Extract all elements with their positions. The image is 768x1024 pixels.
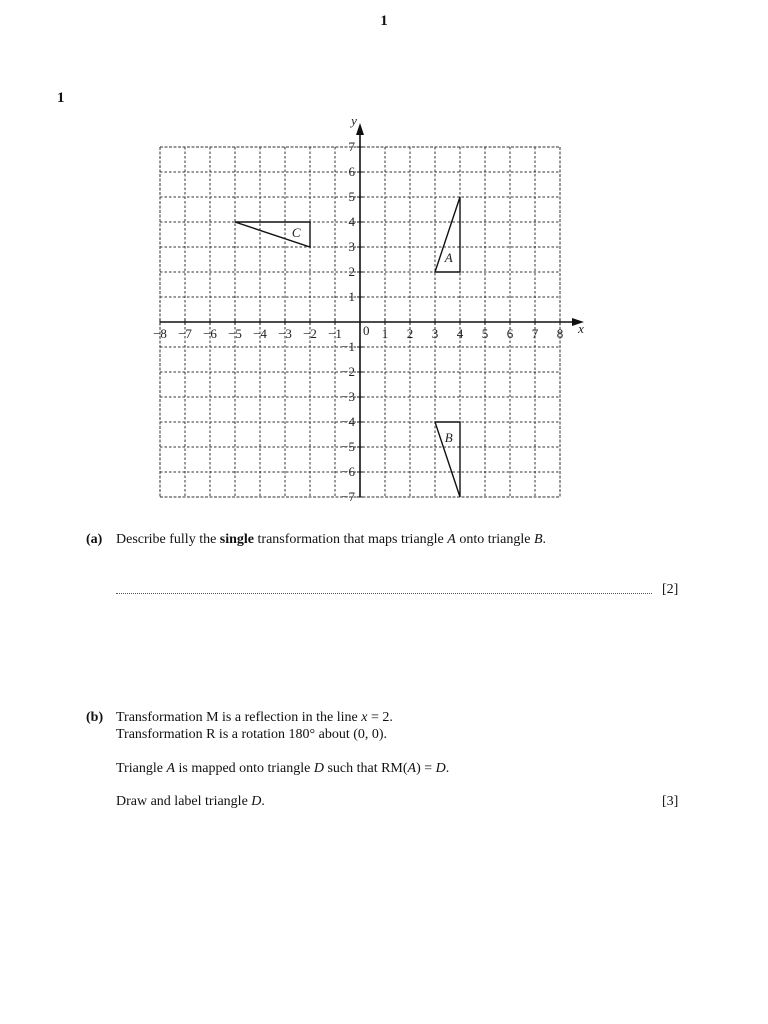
part-b-line-3-a: Triangle xyxy=(116,761,167,776)
x-tick-label: 6 xyxy=(506,326,514,341)
page-number: 1 xyxy=(380,13,388,29)
x-axis-label: x xyxy=(578,321,584,336)
x-tick-label: −2 xyxy=(303,326,317,341)
origin-label: 0 xyxy=(363,323,370,338)
y-tick-label: 3 xyxy=(348,239,355,254)
part-b-line-3-b: is mapped onto triangle xyxy=(175,761,314,776)
part-b-line-3-tri4: D xyxy=(435,761,446,776)
y-tick-label: 4 xyxy=(348,214,355,229)
y-tick-label: −4 xyxy=(341,414,355,429)
triangle-c-label: C xyxy=(291,225,301,240)
part-b-line-4-tri: D xyxy=(251,794,262,809)
y-tick-label: −1 xyxy=(341,339,355,354)
part-b-label: (b) xyxy=(86,710,104,725)
x-tick-label: 1 xyxy=(381,326,389,341)
part-a-triangle-b: B xyxy=(533,532,543,547)
x-tick-label: −8 xyxy=(153,326,167,341)
part-b-line-3-tri3: A xyxy=(407,761,417,776)
y-tick-label: −2 xyxy=(341,364,355,379)
x-tick-label: −3 xyxy=(278,326,292,341)
part-b-line-4-a: Draw and label triangle xyxy=(116,794,252,809)
y-tick-label: −3 xyxy=(341,389,355,404)
y-tick-label: −7 xyxy=(341,489,355,504)
part-a-bold-word: single xyxy=(219,532,255,547)
part-a-marks: [2] xyxy=(662,582,679,597)
part-b-line-1-end: = 2. xyxy=(367,710,393,725)
y-tick-label: 2 xyxy=(348,264,355,279)
part-a-text-3: onto triangle xyxy=(455,532,534,547)
x-tick-label: 8 xyxy=(556,326,564,341)
x-tick-label: 5 xyxy=(481,326,489,341)
part-b-line-1-var: x xyxy=(361,710,368,725)
part-a-triangle-a: A xyxy=(447,532,456,547)
triangle-b-label: B xyxy=(444,430,453,445)
x-tick-label: −4 xyxy=(253,326,267,341)
part-b-line-3 xyxy=(116,761,449,777)
x-tick-label: 7 xyxy=(531,326,539,341)
y-tick-label: 6 xyxy=(348,164,355,179)
y-tick-label: 5 xyxy=(348,189,355,204)
x-tick-label: −7 xyxy=(178,326,192,341)
part-b-line-1-text: Transformation M is a reflection in the line xyxy=(116,710,362,725)
part-a-text-2: transformation that maps triangle xyxy=(254,532,448,547)
y-tick-label: 1 xyxy=(348,289,355,304)
x-tick-label: −1 xyxy=(328,326,342,341)
y-axis-label: y xyxy=(351,113,357,128)
x-tick-label: −5 xyxy=(228,326,242,341)
part-a-text-4: . xyxy=(542,532,547,547)
part-a-text-1: Describe fully the xyxy=(116,532,220,547)
part-b-line-3-c: such that RM( xyxy=(323,761,408,776)
coordinate-grid[interactable] xyxy=(140,102,590,512)
part-a-label: (a) xyxy=(86,532,103,547)
part-b-line-1 xyxy=(116,710,393,726)
y-axis-arrow xyxy=(356,123,364,135)
x-tick-label: −6 xyxy=(203,326,217,341)
part-b-marks: [3] xyxy=(662,794,679,809)
x-tick-label: 3 xyxy=(431,326,439,341)
y-tick-label: −6 xyxy=(341,464,355,479)
x-tick-label: 4 xyxy=(456,326,464,341)
part-b-line-3-d: ) = xyxy=(416,761,436,776)
part-b-line-2: Transformation R is a rotation 180° about (0, 0). xyxy=(116,727,388,742)
triangle-a-label: A xyxy=(444,250,453,265)
part-b-line-3-tri: A xyxy=(166,761,175,776)
x-tick-label: 2 xyxy=(406,326,414,341)
part-a-question xyxy=(116,532,546,548)
part-b-line-3-tri2: D xyxy=(313,761,324,776)
answer-line[interactable] xyxy=(116,593,652,594)
part-b-line-4 xyxy=(116,794,265,810)
y-tick-label: 7 xyxy=(348,139,355,154)
part-b-line-4-b: . xyxy=(261,794,265,809)
question-number: 1 xyxy=(57,90,65,106)
y-tick-label: −5 xyxy=(341,439,355,454)
part-b-line-3-e: . xyxy=(445,761,450,776)
